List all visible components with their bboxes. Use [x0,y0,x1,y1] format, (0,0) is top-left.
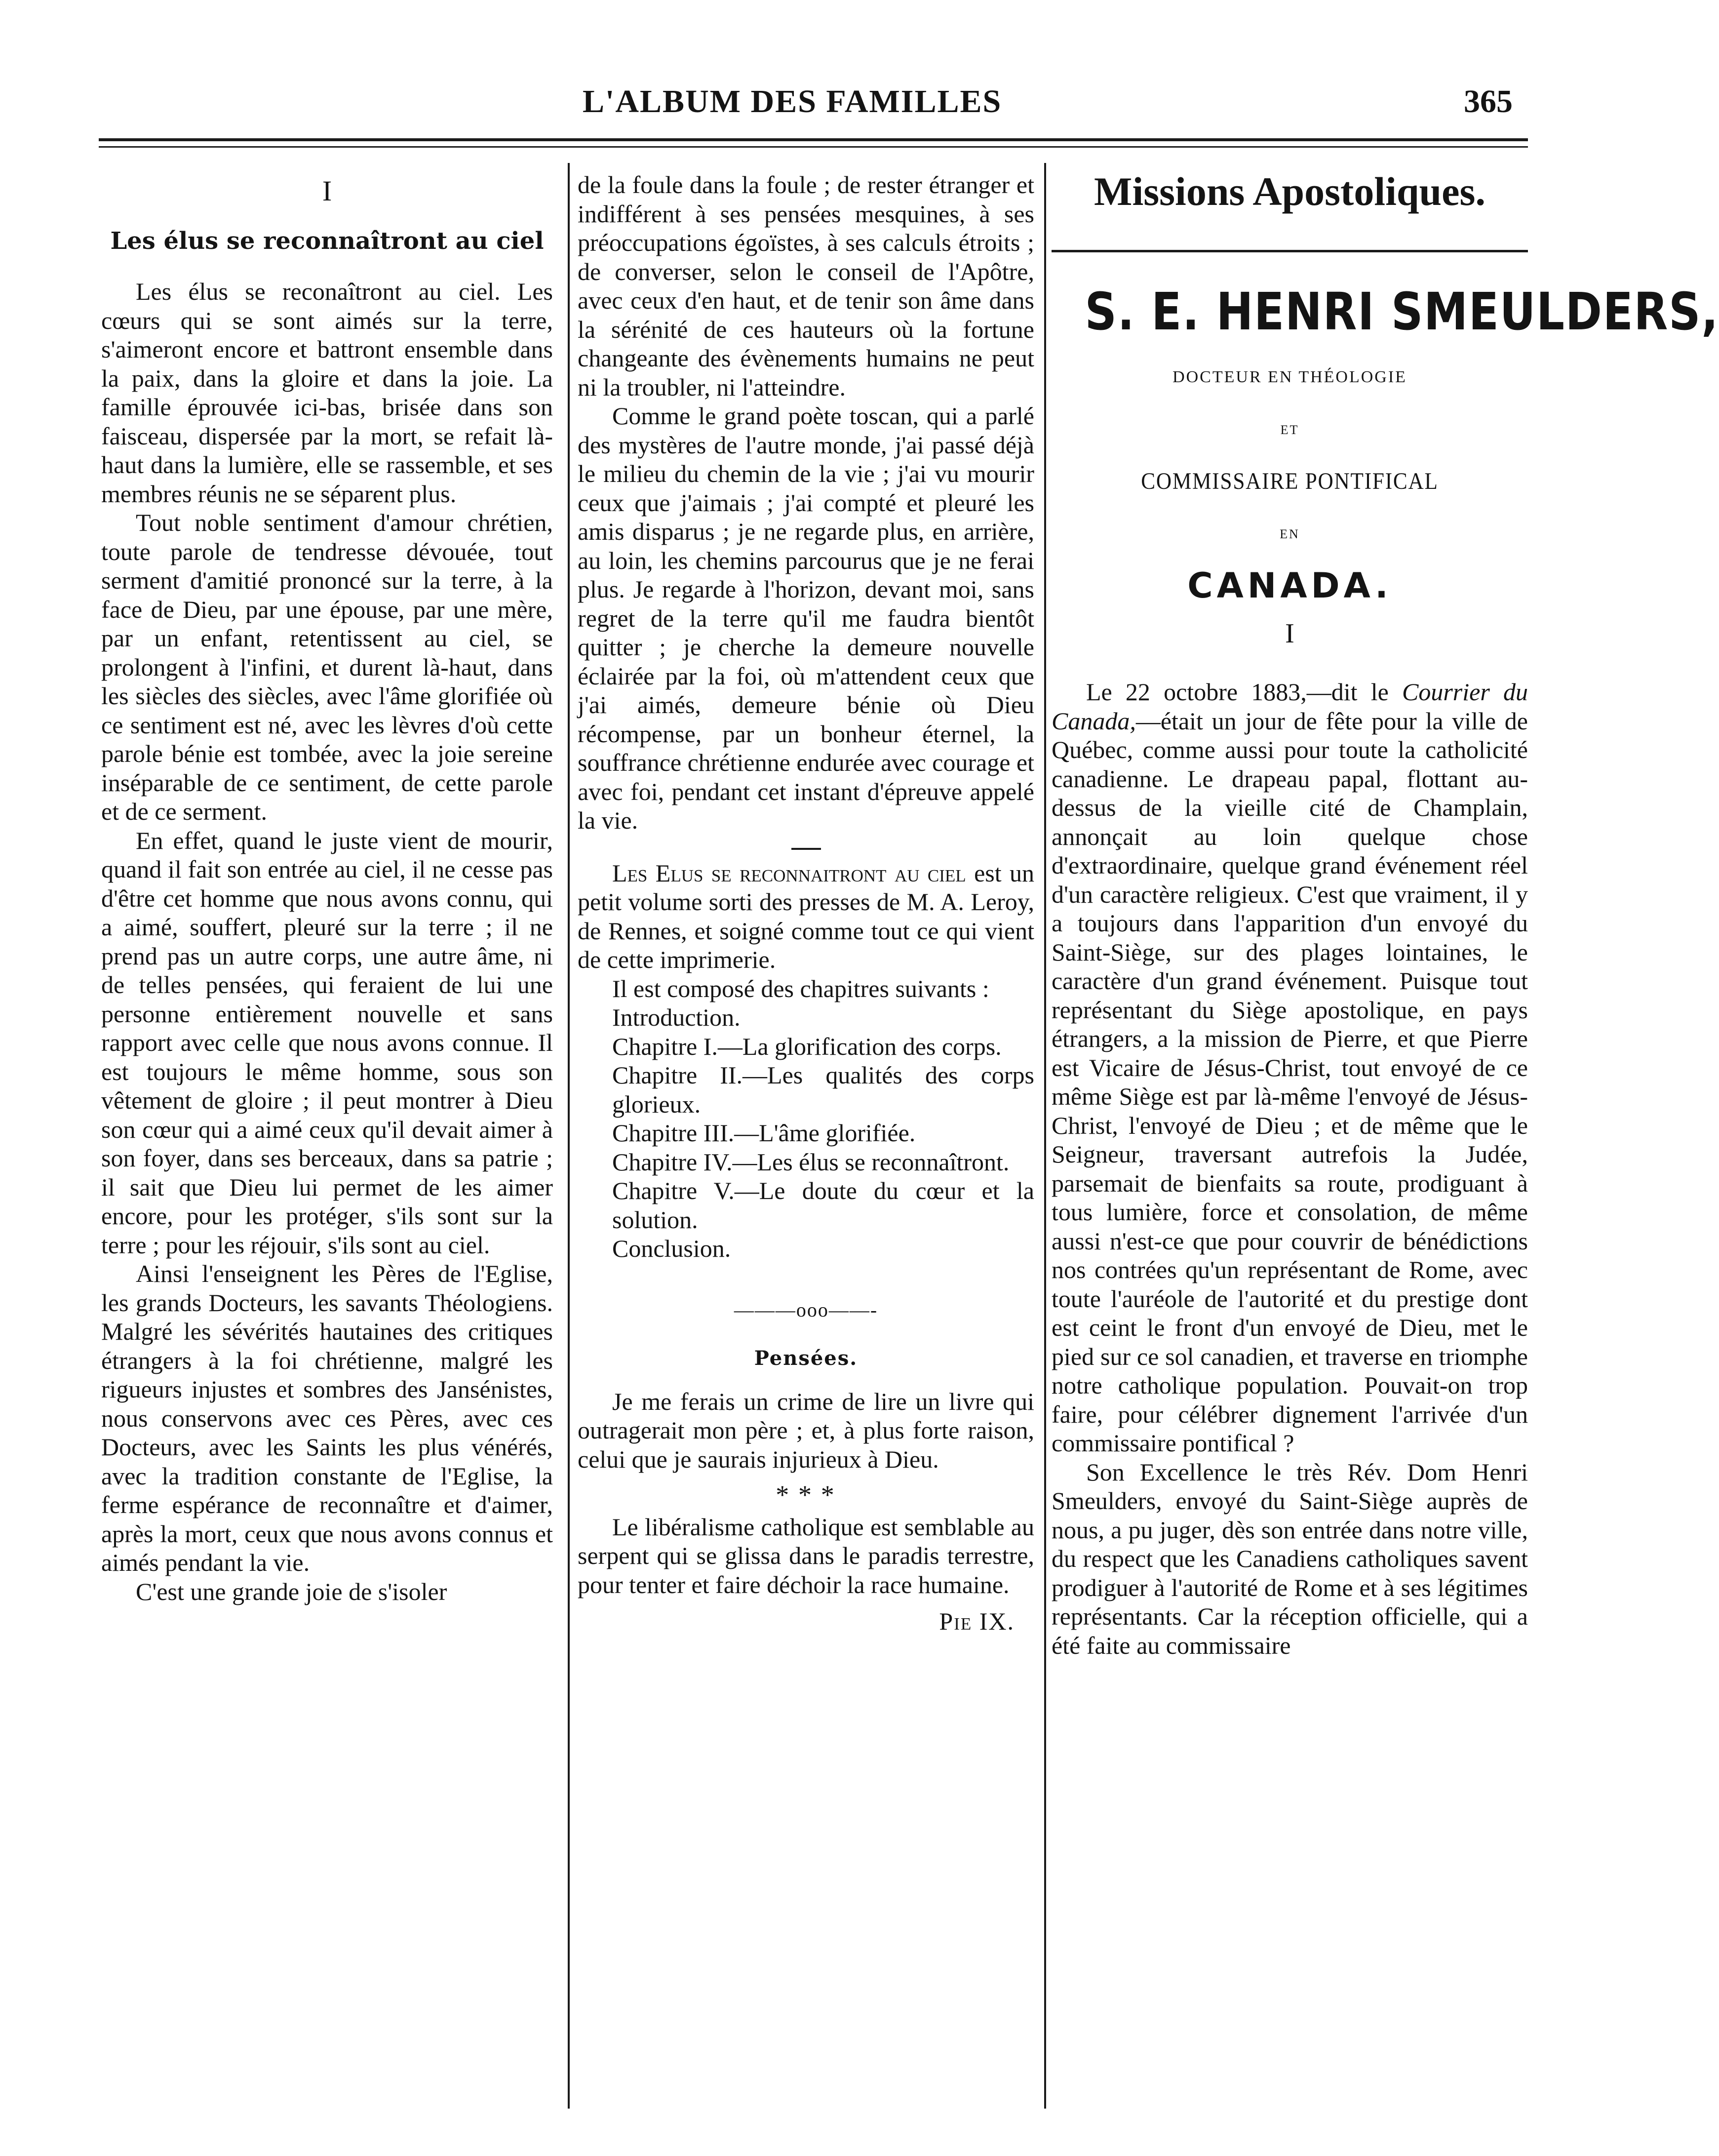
section-numeral: I [1285,618,1294,649]
column-3 [1052,168,1719,1660]
subtitle-docteur: DOCTEUR EN THÉOLOGIE [1172,368,1407,386]
paragraph [1052,678,1528,1458]
list-item: Chapitre IV.—Les élus se reconnaîtront. [612,1148,1010,1176]
page-number: 365 [1464,83,1513,120]
name-title: S. E. HENRI SMEULDERS, [1085,281,1719,342]
header-rule-thin [99,146,1528,148]
subtitle-commissaire: COMMISSAIRE PONTIFICAL [1141,468,1439,494]
paragraph: C'est une grande joie de s'isoler [136,1577,447,1605]
list-item: Conclusion. [612,1235,731,1262]
paragraph: Il est composé des chapitres suivants : [612,974,989,1002]
list-item: Introduction. [612,1003,741,1031]
section-rule [1052,250,1528,252]
list-item: Chapitre II.—Les qualités des corps glorieux. [612,1061,1034,1118]
paragraph: de la foule dans la foule ; de rester étranger et indifférent à ses pensées mesquines, à ses préoccupations égoïstes, à ses calculs étroits ; de converser, selon le conseil de l'Apôtre, avec ceux d'en haut, et de tenir son âme dans la sérénité de ces hauteurs où la fortune changeante des évènements humains ne peut ni la troubler, ni l'atteindre. [578,171,1034,401]
chapter-list [578,1003,1034,1263]
signature: Pie IX. [939,1607,1015,1635]
column-divider-2 [1044,163,1046,2109]
column-divider-1 [568,163,570,2109]
paragraph: Les élus se reconaîtront au ciel. Les cœurs qui se sont aimés sur la terre, s'aimeront encore et battront ensemble dans la paix, dans la gloire et dans la joie. La famille éprouvée ici-bas, brisée dans son faisceau, dispersée par la mort, se refait là-haut dans la lumière, elle se rassemble, et ses membres réunis ne se séparent plus. [101,278,553,508]
subtitle-et: ET [1280,422,1299,437]
paragraph: Son Excellence le très Rév. Dom Henri Smeulders, envoyé du Saint-Siège auprès de nous, a pu juger, dès son entrée dans notre ville, du respect que les Canadiens catholiques savent prodiguer à l'autorité de Rome et à ses légitimes représentants. Car la réception officielle, qui a été faite au commissaire [1052,1458,1528,1659]
book-title: Les Elus se reconnaitront au ciel [612,859,966,887]
paragraph: Le libéralisme catholique est semblable au serpent qui se glissa dans le paradis terrestre, pour tenter et faire déchoir la race humaine. [578,1513,1034,1598]
book-note [578,859,1034,974]
book-note-text: est un petit volume sorti des presses de M. A. Leroy, de Rennes, et soigné comme tout ce qui vient de cette imprimerie. [578,859,1035,973]
list-item: Chapitre V.—Le doute du cœur et la solution. [612,1177,1034,1234]
pensees-title: Pensées. [754,1347,858,1370]
paragraph: Tout noble sentiment d'amour chrétien, toute parole de tendresse dévouée, tout serment d'amitié prononcé sur la terre, à la face de Dieu, par une épouse, par une mère, par un enfant, retentissent au ciel, se prolongent à l'infini, et durent là-haut, dans les siècles des siècles, avec l'âme glorifiée où ce sentiment est né, avec les lèvres d'où cette parole bénie est tombée, avec la joie sereine inséparable de ce sentiment, de cette parole et de ce serment. [101,509,553,825]
text-run: —était un jour de fête pour la ville de Québec, comme aussi pour toute la catholicité canadienne. Le drapeau papal, flottant au-dessus de la vieille cité de Champlain, annonçait au loin quelque chose d'extraordinaire, quelque grand événement réel d'un caractère religieux. C'est que vraiment, il y a toujours dans l'apparition d'un envoyé du Saint-Siège, sur des plages lointaines, le caractère d'un grand événement. Puisque tout représentant du Siège apostolique, en pays étrangers, a la mission de Pierre, et que Pierre est Vicaire de Jésus-Christ, tout envoyé de ce même Siège est par là-même l'envoyé de Jésus-Christ, l'envoyé de Dieu ; et de même que le Seigneur, traversant autrefois la Judée, parsemait de bienfaits sa route, prodiguant à tous lumière, force et consolation, de même aussi n'est-ce que pour couvrir de bénédictions nos contrées qu'un représentant de Rome, avec toute l'auréole de l'autorité et du prestige dont est ceint le front d'un envoyé de Dieu, met le pied sur ce sol canadien, et traverse en triomphe notre catholique population. Pouvait-on trop faire, pour célébrer dignement l'arrivée d'un commissaire pontifical ? [1052,707,1528,1457]
running-head: L'ALBUM DES FAMILLES [583,83,1002,120]
list-item: Chapitre III.—L'âme glorifiée. [612,1119,916,1147]
subtitle-canada: CANADA. [1187,565,1392,606]
column-1 [101,177,553,1606]
paragraph: Je me ferais un crime de lire un livre qui outragerait mon père ; et, à plus forte raison, celui que je saurais injurieux à Dieu. [578,1387,1034,1473]
paragraph: Comme le grand poète toscan, qui a parlé des mystères de l'autre monde, j'ai passé déjà le milieu du chemin de la vie ; j'ai vu mourir ceux que j'aimais ; j'ai compté et pleuré les amis disparus ; je ne regarde plus, en arrière, au loin, les chemins parcourus que je ne ferai plus. Je regarde à l'horizon, devant moi, sans regret de la terre qu'il me faudra bientôt quitter ; je cherche la demeure nouvelle éclairée par la foi, où m'attendent ceux que j'ai aimés, demeure bénie où Dieu récompense, par un bonheur éternel, la souffrance chrétienne endurée avec courage et avec foi, pendant cet instant d'épreuve appelé la vie. [578,402,1034,834]
section-separator: ———ooo——- [734,1298,878,1321]
header-rule [99,138,1528,141]
separator-dash [791,848,821,850]
asterism: * * * [776,1480,836,1510]
paragraph: En effet, quand le juste vient de mourir, quand il fait son entrée au ciel, il ne cesse pas d'être cet homme que nous avons connu, qui a aimé, souffert, pleuré sur la terre ; il ne prend pas un autre corps, une autre âme, ni de telles pensées, qui feraient de lui une personne entièrement nouvelle et sans rapport avec celle que nous avons connue. Il est toujours le même homme, sous son vêtement de gloire ; il peut montrer à Dieu son cœur qui a aimé ceux qu'il devait aimer à son foyer, dans ses berceaux, dans sa patrie ; il sait que Dieu lui permet de les aimer encore, pour les protéger, s'ils sont sur la terre ; pour les réjouir, s'ils sont au ciel. [101,826,553,1259]
article-title: Les élus se reconnaîtront au ciel [110,227,544,255]
section-numeral: I [322,175,332,207]
subtitle-en: EN [1280,526,1300,541]
paragraph: Ainsi l'enseignent les Pères de l'Eglise, les grands Docteurs, les savants Théologiens. Malgré les sévérités hautaines des critiques étrangers à la foi chrétienne, malgré les rigueurs injustes et sombres des Jansénistes, nous conservons avec ces Pères, avec ces Docteurs, avec les Saints les plus vénérés, avec la tradition constante de l'Eglise, la ferme espérance de reconnaître et d'aimer, après la mort, ceux que nous avons connus et aimés pendant la vie. [101,1260,553,1576]
text-run: Le 22 octobre 1883,—dit le [1086,678,1402,706]
column-2 [578,170,1034,1636]
list-item: Chapitre I.—La glorification des corps. [612,1032,1002,1060]
section-title: Missions Apostoliques. [1094,169,1485,214]
italic-title: Courrier du Canada, [1052,678,1528,735]
